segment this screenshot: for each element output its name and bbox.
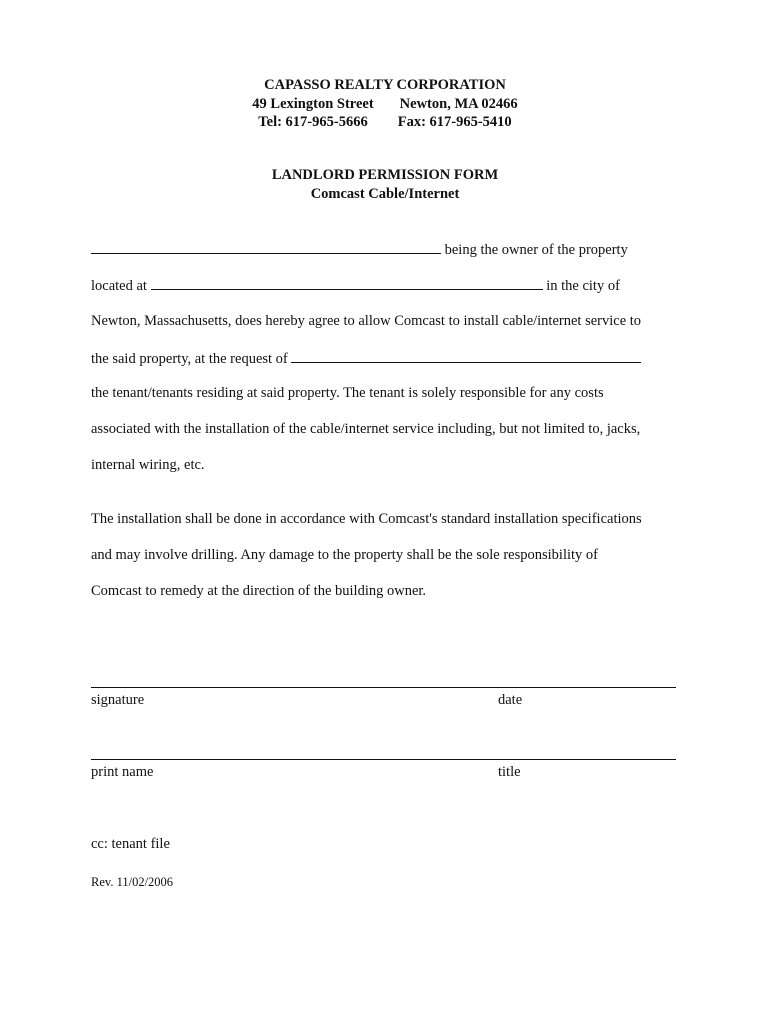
form-title: LANDLORD PERMISSION FORM xyxy=(271,167,499,183)
city-address: Newton, MA 02466 xyxy=(399,96,518,112)
body-line-3: Newton, Massachusetts, does hereby agree to allow Comcast to install cable/internet service to xyxy=(91,313,642,329)
request-prefix: the said property, at the request of xyxy=(91,351,288,367)
telephone: Tel: 617-965-5666 xyxy=(258,114,368,130)
owner-text: being the owner of the property xyxy=(444,242,628,258)
print-name-label: print name xyxy=(91,764,154,780)
location-prefix: located at xyxy=(91,278,147,294)
para2-line-3: Comcast to remedy at the direction of the building owner. xyxy=(91,583,427,599)
company-address xyxy=(0,95,770,113)
body-line-6: associated with the installation of the cable/internet service including, but not limited to, jacks, xyxy=(91,421,641,437)
form-subtitle: Comcast Cable/Internet xyxy=(310,186,460,202)
print-name-line[interactable] xyxy=(91,759,676,760)
para2-line-2: and may involve drilling. Any damage to the property shall be the sole responsibility of xyxy=(91,547,598,563)
company-name: CAPASSO REALTY CORPORATION xyxy=(264,77,506,93)
fax: Fax: 617-965-5410 xyxy=(397,114,512,130)
request-line xyxy=(91,348,641,368)
owner-line xyxy=(91,239,628,259)
signature-label: signature xyxy=(91,692,145,708)
cc-note: cc: tenant file xyxy=(91,836,170,852)
body-line-5: the tenant/tenants residing at said property. The tenant is solely responsible for any costs xyxy=(91,385,604,401)
street-address: 49 Lexington Street xyxy=(252,96,374,112)
body-line-7: internal wiring, etc. xyxy=(91,457,205,473)
revision-date: Rev. 11/02/2006 xyxy=(91,875,174,889)
title-label: title xyxy=(498,764,521,780)
para2-line-1: The installation shall be done in accordance with Comcast's standard installation specifications xyxy=(91,511,642,527)
signature-line[interactable] xyxy=(91,687,676,688)
owner-name-blank[interactable] xyxy=(91,239,441,254)
location-suffix: in the city of xyxy=(546,278,620,294)
company-contact xyxy=(0,113,770,131)
property-address-blank[interactable] xyxy=(151,275,543,290)
tenant-name-blank[interactable] xyxy=(291,348,641,363)
date-label: date xyxy=(498,692,523,708)
location-line xyxy=(91,275,620,295)
